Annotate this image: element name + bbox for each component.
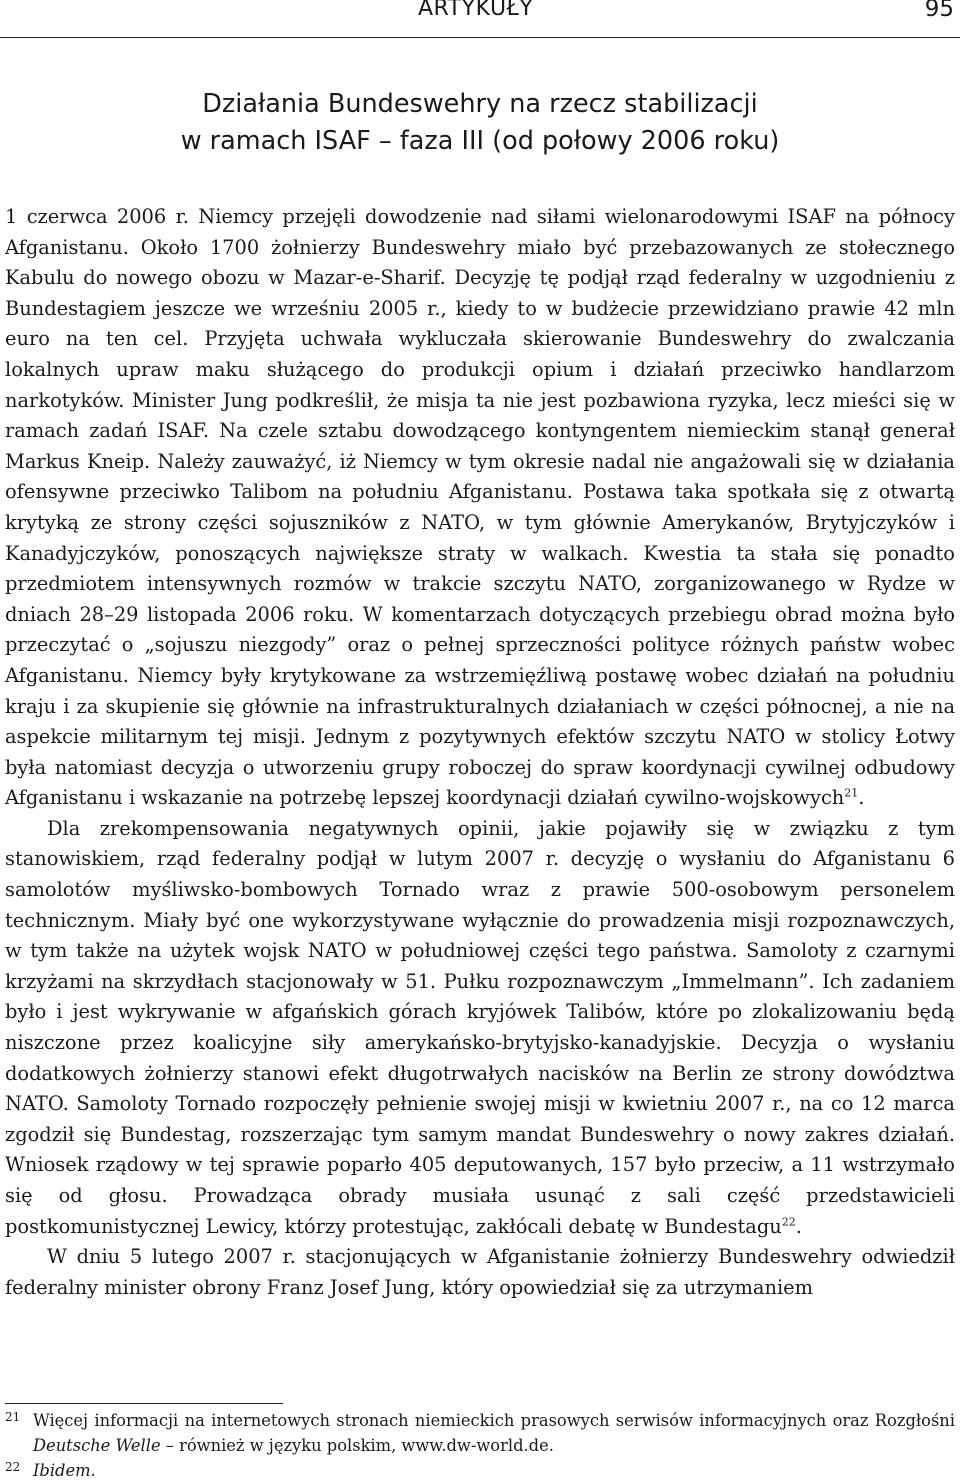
page-header [0, 0, 960, 38]
paragraph-text: W dniu 5 lutego 2007 r. stacjonujących w Afganistanie żołnierzy Bundeswehry odwiedził federalny minister obrony Franz Josef Jung, który opowiedział się za utrzymaniem [5, 1245, 955, 1299]
section-title-line-2: w ramach ISAF – faza III (od połowy 2006 roku) [180, 126, 780, 156]
paragraph-text: Dla zrekompensowania negatywnych opinii, jakie pojawiły się w związku z tym stanowiskiem, rząd federalny podjął w lutym 2007 r. decyzję o wysłaniu do Afganistanu 6 samolotów myśliwsko-bombowych Tornado wraz z prawie 500-osobowym personelem technicznym. Miały być one wykorzystywane wyłącznie do prowadzenia misji rozpoznawczych, w tym także na użytek wojsk NATO w południowej części tego państwa. Samoloty z czarnymi krzyżami na skrzydłach stacjonowały w 51. Pułku rozpoznawczym „Immelmann”. Ich zadaniem było i jest wykrywanie w afgańskich górach kryjówek Talibów, które po zlokalizowaniu będą niszczone przez koalicyjne siły amerykańsko-brytyjsko-kanadyjskie. Decyzja o wysłaniu dodatkowych żołnierzy stanowi efekt długotrwałych nacisków na Berlin ze strony dowództwa NATO. Samoloty Tornado rozpoczęły pełnienie swojej misji w kwietniu 2007 r., na co 12 marca zgodził się Bundestag, rozszerzając tym samym mandat Bundeswehry o nowy zakres działań. Wniosek rządowy w tej sprawie poparło 405 deputowanych, 157 było przeciw, a 11 wstrzymało się od głosu. Prowadząca obrady musiała usunąć z sali część przedstawicieli postkomunistycznej Lewicy, którzy protestując, zakłócali debatę w Bundestagu [5, 816, 955, 1238]
section-title-line-1: Działania Bundeswehry na rzecz stabilizacji [202, 89, 758, 119]
page-number: 95 [924, 0, 954, 22]
footnote-italic: Deutsche Welle [33, 1436, 161, 1455]
body-text [5, 202, 955, 1303]
footnote-22 [0, 1458, 955, 1483]
running-head: ARTYKUŁY [418, 0, 534, 21]
footnote-ref: 21 [844, 786, 859, 800]
paragraph-text: 1 czerwca 2006 r. Niemcy przejęli dowodzenie nad siłami wielonarodowymi ISAF na północy Afganistanu. Około 1700 żołnierzy Bundeswehry miało być przebazowanych ze stołecznego Kabulu do nowego obozu w Mazar-e-Sharif. Decyzję tę podjął rząd federalny w uzgodnieniu z Bundestagiem jeszcze we wrześniu 2005 r., kiedy to w budżecie przewidziano prawie 42 mln euro na ten cel. Przyjęta uchwała wykluczała skierowanie Bundeswehry do zwalczania lokalnych upraw maku służącego do produkcji opium i działań przeciwko handlarzom narkotyków. Minister Jung podkreślił, że misja ta nie jest pozbawiona ryzyka, lecz mieści się w ramach zadań ISAF. Na czele sztabu dowodzącego kontyngentem niemieckim stanął generał Markus Kneip. Należy zauważyć, iż Niemcy w tym okresie nadal nie angażowali się w działania ofensywne przeciwko Talibom na południu Afganistanu. Postawa taka spotkała się z otwartą krytyką ze strony części sojuszników z NATO, w tym głównie Amerykanów, Brytyjczyków i Kanadyjczyków, ponoszących największe straty w walkach. Kwestia ta stała się ponadto przedmiotem intensywnych rozmów w trakcie szczytu NATO, zorganizowanego w Rydze w dniach 28–29 listopada 2006 roku. W komentarzach dotyczących przebiegu obrad można było przeczytać o „sojuszu niezgody” oraz o pełnej sprzeczności polityce różnych państw wobec Afganistanu. Niemcy były krytykowane za wstrzemięźliwą postawę wobec działań na południu kraju i za skupienie się głównie na infrastrukturalnych działaniach w części północnej, a nie na aspekcie militarnym tej misji. Jednym z pozytywnych efektów szczytu NATO w stolicy Łotwy była natomiast decyzja o utworzeniu grupy roboczej do spraw koordynacji cywilnej odbudowy Afganistanu i wskazanie na potrzebę lepszej koordynacji działań cywilno-wojskowych [5, 205, 955, 810]
footnote-number: 22 [5, 1460, 21, 1474]
footnote-italic: Ibidem. [33, 1461, 96, 1480]
footnote-text-after: – również w języku polskim, www.dw-world.de. [160, 1436, 554, 1455]
paragraph-3 [5, 1242, 955, 1303]
section-title [0, 86, 960, 160]
paragraph-2: Dla zrekompensowania negatywnych opinii, jakie pojawiły się w związku z tym stanowiskiem, rząd federalny podjął w lutym 2007 r. decyzję o wysłaniu do Afganistanu 6 samolotów myśliwsko-bombowych Tornado wraz z prawie 500-osobowym personelem technicznym. Miały być one wykorzystywane wyłącznie do prowadzenia misji rozpoznawczych, w tym także na użytek wojsk NATO w południowej części tego państwa. Samoloty z czarnymi krzyżami na skrzydłach stacjonowały w 51. Pułku rozpoznawczym „Immelmann”. Ich zadaniem było i jest wykrywanie w afgańskich górach kryjówek Talibów, które po zlokalizowaniu będą niszczone przez koalicyjne siły amerykańsko-brytyjsko-kanadyjskie. Decyzja o wysłaniu dodatkowych żołnierzy stanowi efekt długotrwałych nacisków na Berlin ze strony dowództwa NATO. Samoloty Tornado rozpoczęły pełnienie swojej misji w kwietniu 2007 r., na co 12 marca zgodził się Bundestag, rozszerzając tym samym mandat Bundeswehry o nowy zakres działań. Wniosek rządowy w tej sprawie poparło 405 deputowanych, 157 było przeciw, a 11 wstrzymało się od głosu. Prowadząca obrady musiała usunąć z sali część przedstawicieli postkomunistycznej Lewicy, którzy protestując, zakłócali debatę w Bundestagu$^{22}$. [5, 816, 955, 1238]
footnote-number: 21 [5, 1410, 21, 1424]
paragraph-1: 1 czerwca 2006 r. Niemcy przejęli dowodzenie nad siłami wielonarodowymi ISAF na północy Afganistanu. Około 1700 żołnierzy Bundeswehry miało być przebazowanych ze stołecznego Kabulu do nowego obozu w Mazar-e-Sharif. Decyzję tę podjął rząd federalny w uzgodnieniu z Bundestagiem jeszcze we wrześniu 2005 r., kiedy to w budżecie przewidziano prawie 42 mln euro na ten cel. Przyjęta uchwała wykluczała skierowanie Bundeswehry do zwalczania lokalnych upraw maku służącego do produkcji opium i działań przeciwko handlarzom narkotyków. Minister Jung podkreślił, że misja ta nie jest pozbawiona ryzyka, lecz mieści się w ramach zadań ISAF. Na czele sztabu dowodzącego kontyngentem niemieckim stanął generał Markus Kneip. Należy zauważyć, iż Niemcy w tym okresie nadal nie angażowali się w działania ofensywne przeciwko Talibom na południu Afganistanu. Postawa taka spotkała się z otwartą krytyką ze strony części sojuszników z NATO, w tym głównie Amerykanów, Brytyjczyków i Kanadyjczyków, ponoszących największe straty w walkach. Kwestia ta stała się ponadto przedmiotem intensywnych rozmów w trakcie szczytu NATO, zorganizowanego w Rydze w dniach 28–29 listopada 2006 roku. W komentarzach dotyczących przebiegu obrad można było przeczytać o „sojuszu niezgody” oraz o pełnej sprzeczności polityce różnych państw wobec Afganistanu. Niemcy były krytykowane za wstrzemięźliwą postawę wobec działań na południu kraju i za skupienie się głównie na infrastrukturalnych działaniach w części północnej, a nie na aspekcie militarnym tej misji. Jednym z pozytywnych efektów szczytu NATO w stolicy Łotwy była natomiast decyzja o utworzeniu grupy roboczej do spraw koordynacji cywilnej odbudowy Afganistanu i wskazanie na potrzebę lepszej koordynacji działań cywilno-wojskowych$^{21}$. [5, 205, 955, 810]
header-rule [0, 37, 960, 38]
footnote-ref: 22 [781, 1215, 796, 1229]
footnotes [0, 1408, 955, 1483]
footnote-rule [5, 1403, 283, 1404]
footnote-text: Więcej informacji na internetowych stronach niemieckich prasowych serwisów informacyjnych oraz Rozgłośni [33, 1411, 955, 1430]
footnote-21 [0, 1408, 955, 1458]
